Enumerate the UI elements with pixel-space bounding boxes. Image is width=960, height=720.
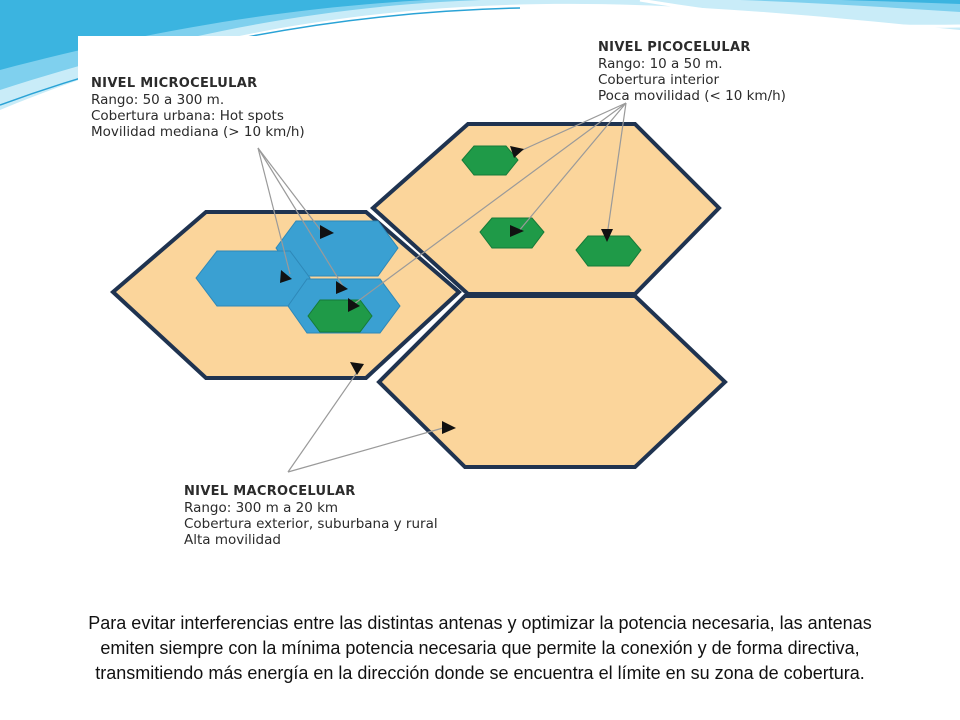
cell-diagram-figure — [78, 36, 875, 548]
micro-cell-left — [196, 251, 310, 306]
pico-cell-right — [576, 236, 641, 266]
label-macrocelular-coverage: Cobertura exterior, suburbana y rural — [184, 516, 438, 532]
label-microcelular — [91, 76, 305, 140]
label-macrocelular — [184, 484, 438, 548]
pico-cell-top — [462, 146, 518, 175]
label-picocelular-mobility: Poca movilidad (< 10 km/h) — [598, 88, 786, 104]
slide-caption — [0, 611, 960, 686]
pico-cell-micro — [308, 300, 372, 332]
label-picocelular-title: NIVEL PICOCELULAR — [598, 40, 751, 55]
label-macrocelular-mobility: Alta movilidad — [184, 532, 281, 548]
caption-line-3: transmitiendo más energía en la dirección donde se encuentra el límite en su zona de cobertura. — [95, 663, 865, 683]
label-microcelular-coverage: Cobertura urbana: Hot spots — [91, 108, 284, 124]
label-microcelular-mobility: Movilidad mediana (> 10 km/h) — [91, 124, 305, 140]
label-picocelular-range: Rango: 10 a 50 m. — [598, 56, 723, 72]
label-microcelular-range: Rango: 50 a 300 m. — [91, 92, 225, 108]
label-macrocelular-title: NIVEL MACROCELULAR — [184, 484, 356, 499]
label-picocelular — [598, 40, 786, 104]
label-picocelular-coverage: Cobertura interior — [598, 72, 720, 88]
macro-cell-bottom-right — [379, 296, 725, 467]
caption-line-2: emiten siempre con la mínima potencia necesaria que permite la conexión y de forma directiva, — [100, 638, 860, 658]
caption-line-1: Para evitar interferencias entre las distintas antenas y optimizar la potencia necesaria, las antenas — [88, 613, 872, 633]
label-macrocelular-range: Rango: 300 m a 20 km — [184, 500, 339, 516]
label-microcelular-title: NIVEL MICROCELULAR — [91, 76, 258, 91]
